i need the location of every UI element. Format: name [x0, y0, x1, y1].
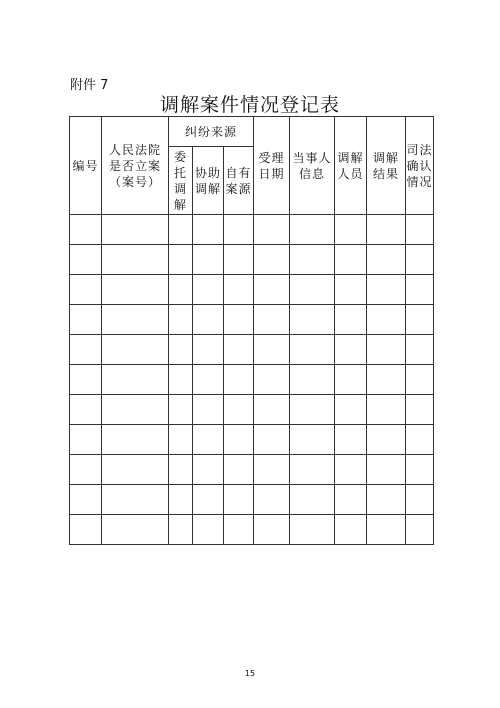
table-cell[interactable] [224, 215, 254, 245]
table-cell[interactable] [224, 335, 254, 365]
form-title: 调解案件情况登记表 [159, 94, 340, 116]
table-cell[interactable] [290, 245, 335, 275]
table-cell[interactable] [102, 425, 169, 455]
table-cell[interactable] [224, 305, 254, 335]
table-cell[interactable] [406, 515, 434, 545]
table-cell[interactable] [224, 245, 254, 275]
table-cell[interactable] [193, 245, 224, 275]
table-cell[interactable] [254, 245, 290, 275]
table-cell[interactable] [169, 305, 193, 335]
table-cell[interactable] [224, 365, 254, 395]
table-cell[interactable] [367, 305, 406, 335]
table-cell[interactable] [254, 275, 290, 305]
table-cell[interactable] [367, 215, 406, 245]
table-row [70, 245, 434, 275]
attachment-label: 附件 7 [70, 78, 109, 93]
table-cell[interactable] [406, 215, 434, 245]
table-cell[interactable] [335, 245, 367, 275]
table-cell[interactable] [290, 395, 335, 425]
table-cell[interactable] [335, 275, 367, 305]
table-row [70, 365, 434, 395]
table-cell[interactable] [290, 305, 335, 335]
table-cell[interactable] [169, 365, 193, 395]
table-cell[interactable] [290, 335, 335, 365]
page-number: 15 [244, 669, 256, 678]
table-cell[interactable] [406, 395, 434, 425]
table-cell[interactable] [335, 215, 367, 245]
table-row [70, 485, 434, 515]
table-cell[interactable] [70, 365, 102, 395]
table-cell[interactable] [193, 485, 224, 515]
table-cell[interactable] [367, 455, 406, 485]
table-cell[interactable] [169, 425, 193, 455]
header-court-case: 人民法院 是否立案 （案号） [102, 117, 169, 215]
table-cell[interactable] [193, 275, 224, 305]
table-cell[interactable] [102, 365, 169, 395]
table-cell[interactable] [406, 485, 434, 515]
header-party-info: 当事人 信息 [290, 117, 335, 215]
table-cell[interactable] [102, 485, 169, 515]
table-cell[interactable] [367, 485, 406, 515]
table-row [70, 515, 434, 545]
table-cell[interactable] [406, 425, 434, 455]
table-cell[interactable] [169, 395, 193, 425]
header-accept-date: 受理 日期 [254, 117, 290, 215]
table-cell[interactable] [193, 215, 224, 245]
table-cell[interactable] [102, 215, 169, 245]
table-cell[interactable] [224, 515, 254, 545]
table-cell[interactable] [224, 425, 254, 455]
table-cell[interactable] [224, 395, 254, 425]
table-cell[interactable] [290, 455, 335, 485]
table-row [70, 275, 434, 305]
table-cell[interactable] [335, 305, 367, 335]
header-dispute-source: 纠纷来源 [169, 117, 254, 147]
table-cell[interactable] [335, 365, 367, 395]
table-cell[interactable] [406, 365, 434, 395]
table-cell[interactable] [254, 365, 290, 395]
table-cell[interactable] [254, 395, 290, 425]
table-cell[interactable] [406, 275, 434, 305]
table-cell[interactable] [102, 245, 169, 275]
header-source-own: 自有 案源 [224, 147, 254, 215]
table-cell[interactable] [169, 215, 193, 245]
table-cell[interactable] [102, 275, 169, 305]
table-cell[interactable] [254, 485, 290, 515]
table-cell[interactable] [70, 425, 102, 455]
table-row [70, 395, 434, 425]
table-cell[interactable] [335, 335, 367, 365]
table-cell[interactable] [70, 275, 102, 305]
table-cell[interactable] [367, 335, 406, 365]
table-cell[interactable] [367, 395, 406, 425]
table-row [70, 215, 434, 245]
header-mediators: 调解 人员 [335, 117, 367, 215]
table-row [70, 425, 434, 455]
table-cell[interactable] [224, 455, 254, 485]
table-cell[interactable] [335, 515, 367, 545]
table-cell[interactable] [102, 305, 169, 335]
header-source-assisted: 协助 调解 [193, 147, 224, 215]
table-cell[interactable] [193, 455, 224, 485]
table-cell[interactable] [290, 485, 335, 515]
table-cell[interactable] [193, 365, 224, 395]
table-cell[interactable] [70, 335, 102, 365]
table-cell[interactable] [290, 215, 335, 245]
table-cell[interactable] [290, 515, 335, 545]
table-cell[interactable] [290, 365, 335, 395]
table-cell[interactable] [193, 425, 224, 455]
table-cell[interactable] [406, 455, 434, 485]
table-cell[interactable] [224, 275, 254, 305]
table-cell[interactable] [367, 275, 406, 305]
header-judicial-confirm: 司法 确认 情况 [406, 117, 434, 215]
registration-table [69, 116, 434, 545]
table-cell[interactable] [169, 455, 193, 485]
table-cell[interactable] [367, 365, 406, 395]
table-cell[interactable] [70, 395, 102, 425]
table-cell[interactable] [70, 515, 102, 545]
table-cell[interactable] [193, 515, 224, 545]
table-cell[interactable] [406, 305, 434, 335]
table-cell[interactable] [254, 425, 290, 455]
table-cell[interactable] [367, 245, 406, 275]
table-cell[interactable] [70, 455, 102, 485]
table-cell[interactable] [193, 335, 224, 365]
table-cell[interactable] [193, 395, 224, 425]
table-cell[interactable] [254, 515, 290, 545]
header-number: 编号 [70, 117, 102, 215]
table-cell[interactable] [169, 275, 193, 305]
table-cell[interactable] [193, 305, 224, 335]
header-source-entrusted: 委 托 调 解 [169, 147, 193, 215]
table-cell[interactable] [335, 395, 367, 425]
table-cell[interactable] [254, 335, 290, 365]
table-cell[interactable] [169, 485, 193, 515]
table-cell[interactable] [102, 335, 169, 365]
table-cell[interactable] [367, 515, 406, 545]
table-cell[interactable] [102, 455, 169, 485]
table-cell[interactable] [169, 335, 193, 365]
table-cell[interactable] [254, 305, 290, 335]
table-cell[interactable] [335, 425, 367, 455]
table-cell[interactable] [102, 395, 169, 425]
table-cell[interactable] [70, 305, 102, 335]
table-cell[interactable] [335, 485, 367, 515]
table-cell[interactable] [102, 515, 169, 545]
table-cell[interactable] [290, 275, 335, 305]
table-cell[interactable] [70, 485, 102, 515]
table-row [70, 335, 434, 365]
table-row [70, 305, 434, 335]
table-cell[interactable] [290, 425, 335, 455]
table-cell[interactable] [335, 455, 367, 485]
table-cell[interactable] [254, 215, 290, 245]
table-cell[interactable] [169, 515, 193, 545]
table-cell[interactable] [70, 215, 102, 245]
table-cell[interactable] [70, 245, 102, 275]
header-mediation-result: 调解 结果 [367, 117, 406, 215]
table-cell[interactable] [406, 335, 434, 365]
table-row [70, 455, 434, 485]
table-cell[interactable] [169, 245, 193, 275]
table-cell[interactable] [254, 455, 290, 485]
table-cell[interactable] [406, 245, 434, 275]
table-cell[interactable] [224, 485, 254, 515]
table-cell[interactable] [367, 425, 406, 455]
